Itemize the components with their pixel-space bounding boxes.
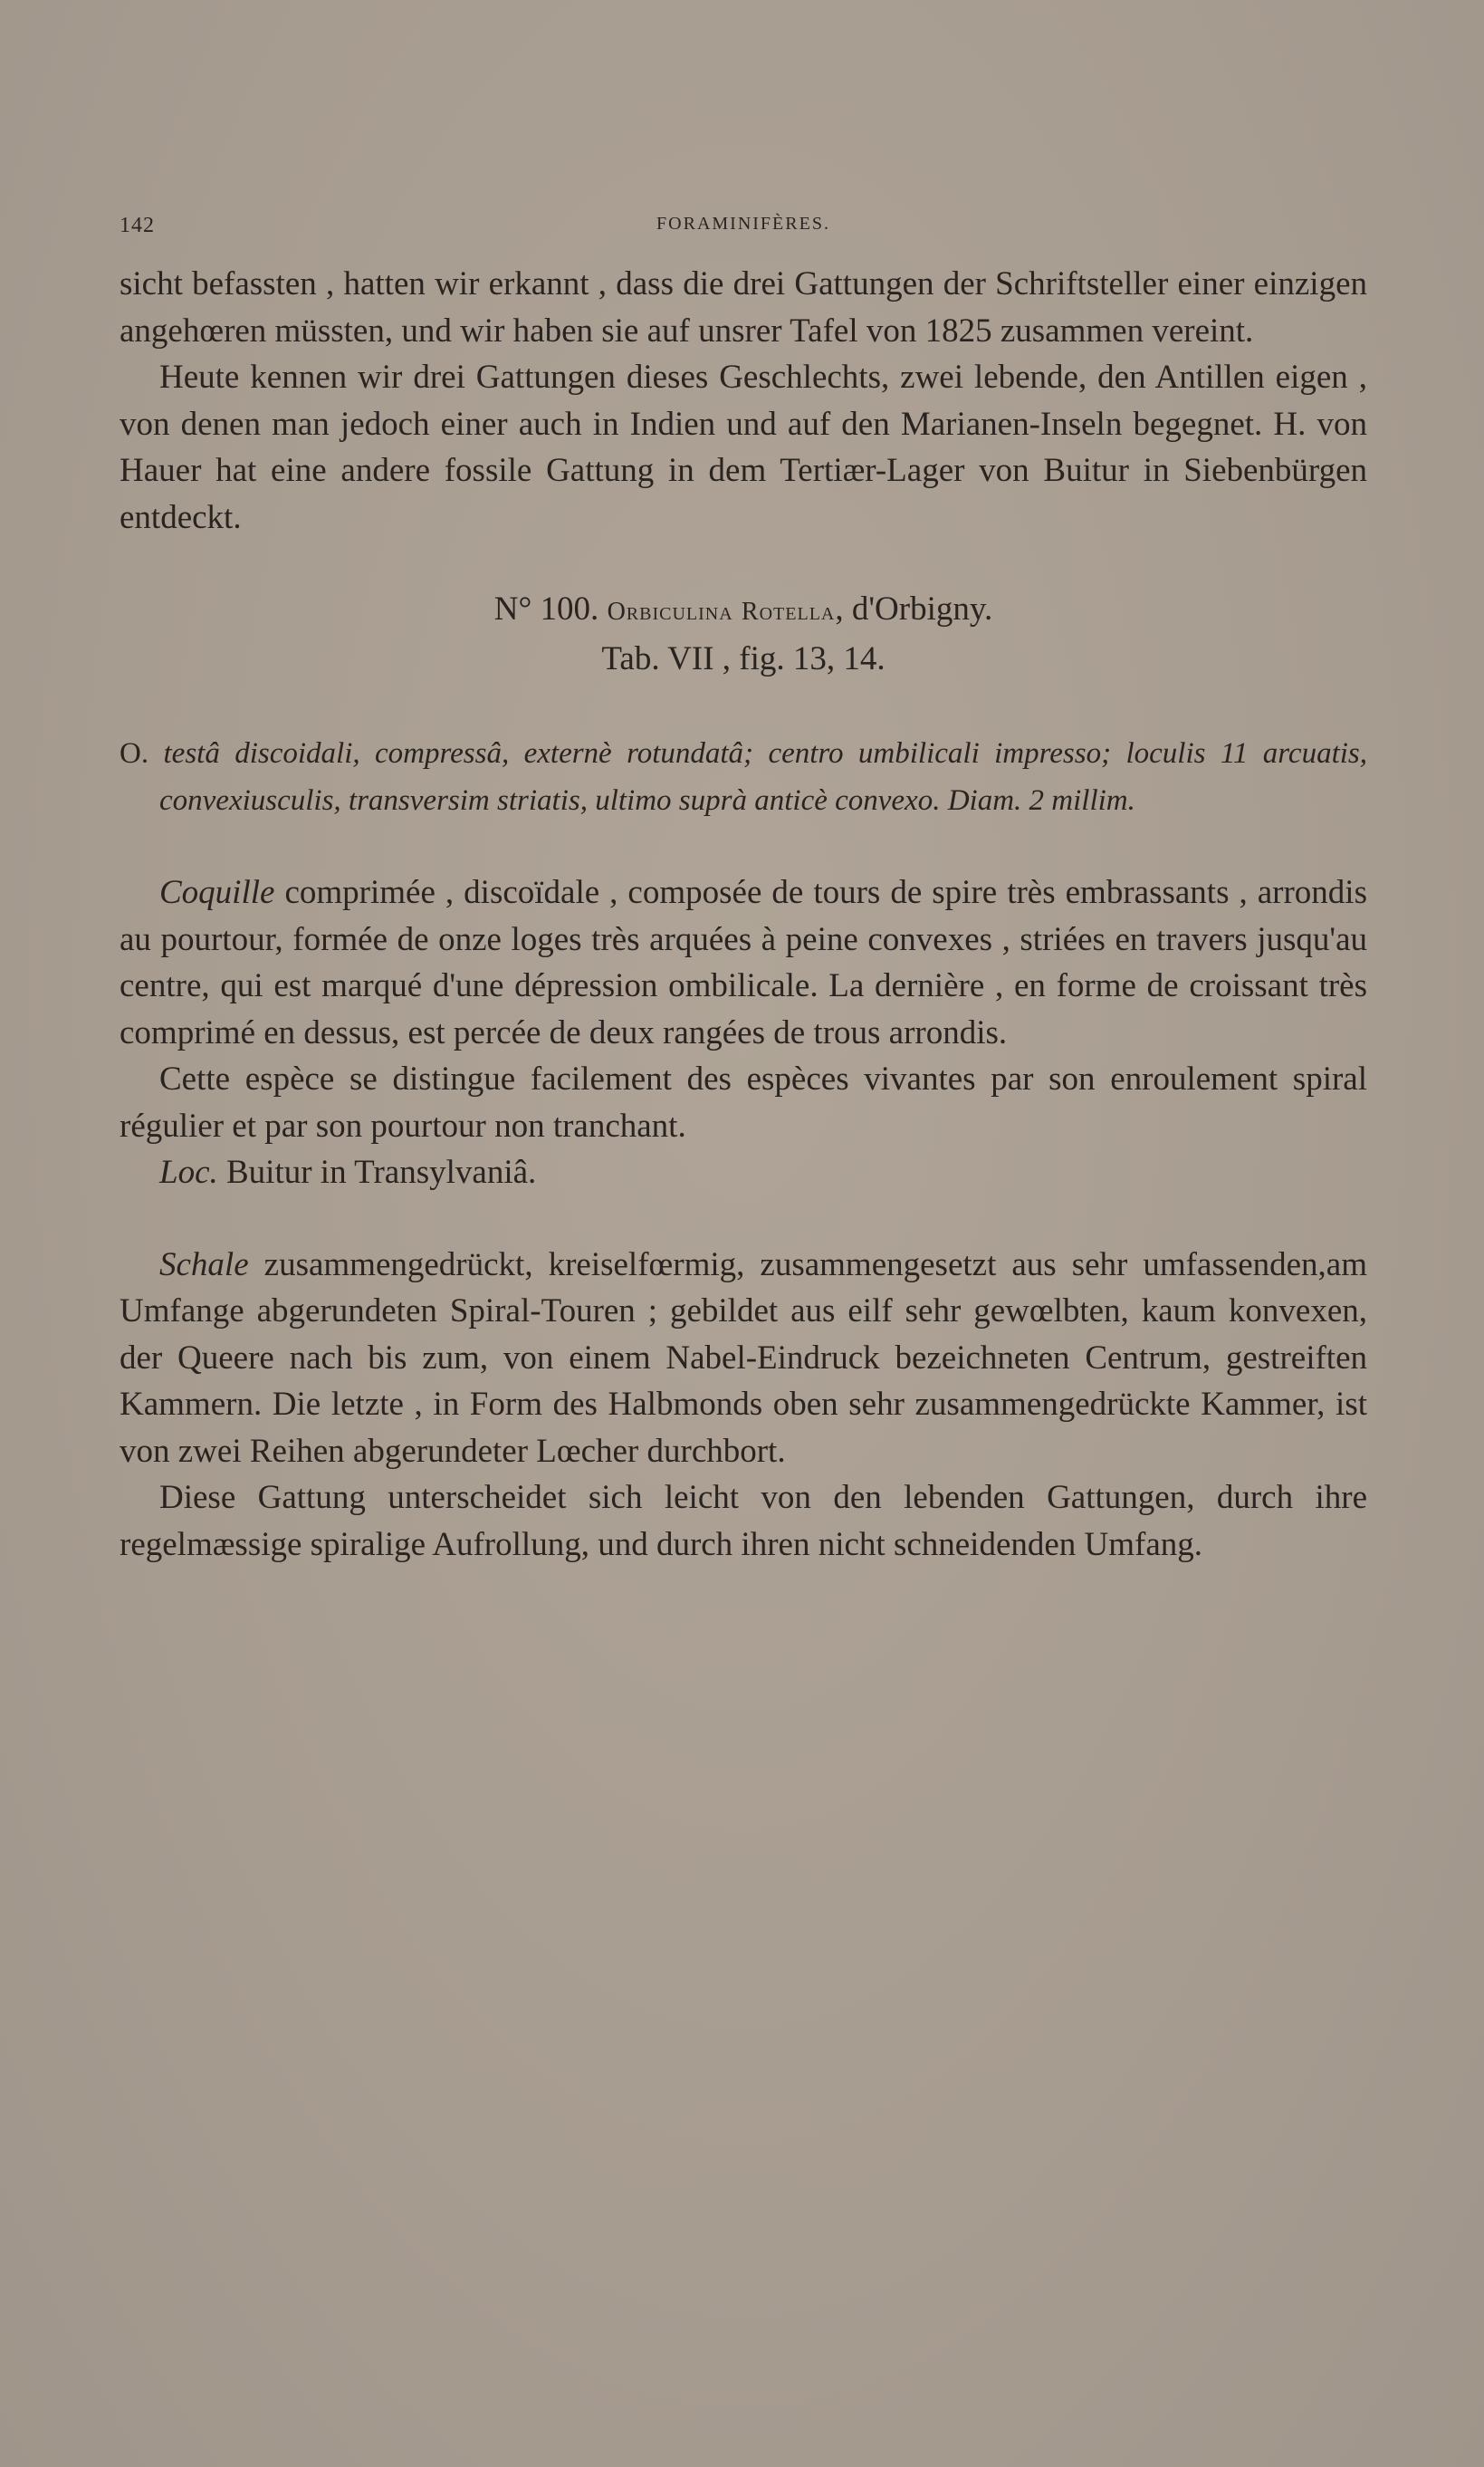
german-paragraph-1: [120, 1242, 1367, 1475]
german-intro-paragraph-1: sicht befassten , hatten wir erkannt , dass die drei Gattungen der Schriftsteller einer einzigen angehœren müssten, und wir haben sie auf unsrer Tafel von 1825 zusammen vereint.: [120, 265, 1367, 350]
latin-diagnosis: [120, 731, 1367, 824]
french-lead: Coquille: [159, 874, 275, 911]
species-name: Rotella: [741, 598, 836, 626]
species-title-line: [120, 586, 1367, 636]
locality-line: [120, 1149, 1367, 1196]
french-paragraph-1: [120, 869, 1367, 1056]
body-text: [120, 261, 1367, 1568]
species-author: , d'Orbigny.: [835, 590, 993, 628]
running-head: FORAMINIFÈRES.: [656, 214, 830, 234]
french-paragraph-2: Cette espèce se distingue facilement des espèces vivantes par son enroulement spiral régulier et par son pourtour non tranchant.: [120, 1061, 1367, 1145]
locality-text: Buitur in Transylvaniâ.: [217, 1154, 537, 1191]
german-intro-paragraph-2: Heute kennen wir drei Gattungen dieses Geschlechts, zwei lebende, den Antillen eigen , von denen man jedoch einer auch in Indien und auf den Marianen-Inseln begegnet. H. von Hauer hat eine andere fossile Gattung in dem Tertiær-Lager von Buitur in Siebenbürgen entdeckt.: [120, 359, 1367, 536]
german-lead: Schale: [159, 1245, 249, 1283]
species-heading: [120, 586, 1367, 682]
species-number: N° 100.: [493, 590, 599, 628]
species-genus: Orbiculina: [607, 598, 733, 626]
german-text-1: zusammengedrückt, kreiselfœrmig, zusammengesetzt aus sehr umfassenden,am Umfange abgerundeten Spiral-Touren ; gebildet aus eilf sehr gewœlbten, kaum konvexen, der Queere nach bis zum, von einem Nabel-Eindruck bezeichneten Centrum, gestreiften Kammern. Die letzte , in Form des Halbmonds oben sehr zusammengedrückte Kammer, ist von zwei Reihen abgerundeter Lœcher durchbort.: [120, 1245, 1367, 1470]
german-paragraph-2: Diese Gattung unterscheidet sich leicht von den lebenden Gattungen, durch ihre regelmæssige spiralige Aufrollung, und durch ihren nicht schneidenden Umfang.: [120, 1479, 1367, 1563]
page-number: 142: [120, 214, 155, 237]
plate-reference: Tab. VII , fig. 13, 14.: [601, 639, 886, 677]
french-text-1: comprimée , discoïdale , composée de tours de spire très embrassants , arrondis au pourtour, formée de onze loges très arquées à peine convexes , striées en travers jusqu'au centre, qui est marqué d'une dépression ombilicale. La dernière , en forme de croissant très comprimé en dessus, est percée de deux rangées de trous arrondis.: [120, 874, 1367, 1051]
page-header: [120, 214, 1367, 246]
latin-lead: O.: [120, 737, 149, 770]
latin-text: testâ discoidali, compressâ, externè rotundatâ; centro umbilicali impresso; loculis 11 arcuatis, convexiusculis, transversim striatis, ultimo suprà anticè convexo. Diam. 2 millim.: [159, 737, 1368, 817]
locality-lead: Loc.: [159, 1154, 218, 1191]
